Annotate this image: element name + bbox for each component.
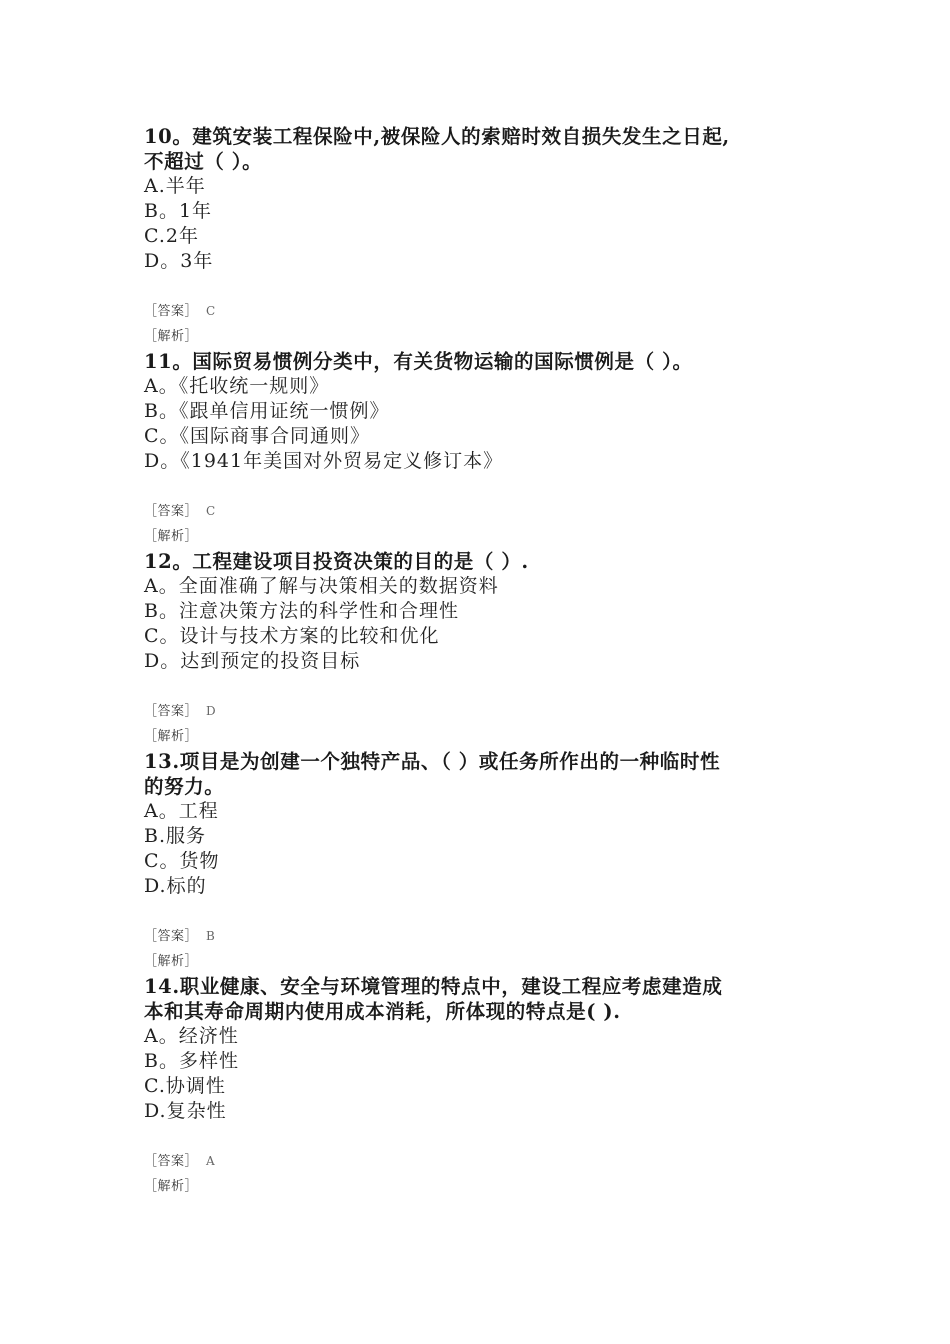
answer-value: D bbox=[206, 704, 217, 718]
question-11 bbox=[144, 349, 824, 549]
answer-line bbox=[144, 299, 824, 324]
answer-line bbox=[144, 499, 824, 524]
option-c: C。货物 bbox=[144, 850, 220, 872]
option-b: B。注意决策方法的科学性和合理性 bbox=[144, 600, 459, 622]
answer-line bbox=[144, 699, 824, 724]
option-b: B.服务 bbox=[144, 825, 207, 847]
analysis-label: ［解析］ bbox=[144, 529, 199, 544]
option-c: C。《国际商事合同通则》 bbox=[144, 425, 371, 447]
option-d: D。达到预定的投资目标 bbox=[144, 650, 361, 672]
question-stem-line: 的努力。 bbox=[144, 775, 225, 798]
option-d: D。《1941年美国对外贸易定义修订本》 bbox=[144, 450, 504, 472]
option-c: C.协调性 bbox=[144, 1075, 226, 1097]
question-stem-line: 10。建筑安装工程保险中,被保险人的索赔时效自损失发生之日起, bbox=[144, 125, 730, 148]
question-list bbox=[144, 124, 824, 1199]
option-a: A。《托收统一规则》 bbox=[144, 375, 330, 397]
answer-value: C bbox=[206, 304, 216, 318]
option-a: A。全面准确了解与决策相关的数据资料 bbox=[144, 575, 499, 597]
option-d: D。3年 bbox=[144, 250, 214, 272]
question-stem-line: 不超过（ ）。 bbox=[144, 150, 263, 173]
question-stem-line: 本和其寿命周期内使用成本消耗，所体现的特点是( ). bbox=[144, 1000, 621, 1023]
answer-label: ［答案］ bbox=[144, 929, 199, 944]
option-c: C。设计与技术方案的比较和优化 bbox=[144, 625, 440, 647]
answer-label: ［答案］ bbox=[144, 504, 199, 519]
answer-line bbox=[144, 1149, 824, 1174]
option-a: A。经济性 bbox=[144, 1025, 239, 1047]
question-14 bbox=[144, 974, 824, 1199]
question-stem-line: 14.职业健康、安全与环境管理的特点中，建设工程应考虑建造成 bbox=[144, 975, 723, 998]
question-stem-line: 11。国际贸易惯例分类中，有关货物运输的国际惯例是（ ）。 bbox=[144, 350, 693, 373]
analysis-label: ［解析］ bbox=[144, 1179, 199, 1194]
analysis-label: ［解析］ bbox=[144, 954, 199, 969]
option-a: A.半年 bbox=[144, 175, 206, 197]
question-10 bbox=[144, 124, 824, 349]
answer-value: C bbox=[206, 504, 216, 518]
answer-label: ［答案］ bbox=[144, 304, 199, 319]
option-a: A。工程 bbox=[144, 800, 219, 822]
question-stem-line: 12。工程建设项目投资决策的目的是（ ）. bbox=[144, 550, 529, 573]
answer-label: ［答案］ bbox=[144, 1154, 199, 1169]
analysis-label: ［解析］ bbox=[144, 329, 199, 344]
question-stem-line: 13.项目是为创建一个独特产品、（ ）或任务所作出的一种临时性 bbox=[144, 750, 721, 773]
option-d: D.标的 bbox=[144, 875, 207, 897]
option-d: D.复杂性 bbox=[144, 1100, 227, 1122]
question-12 bbox=[144, 549, 824, 749]
answer-value: A bbox=[206, 1154, 216, 1168]
answer-label: ［答案］ bbox=[144, 704, 199, 719]
option-b: B。《跟单信用证统一惯例》 bbox=[144, 400, 390, 422]
question-13 bbox=[144, 749, 824, 974]
answer-value: B bbox=[206, 929, 216, 943]
option-b: B。多样性 bbox=[144, 1050, 239, 1072]
answer-line bbox=[144, 924, 824, 949]
option-b: B。1年 bbox=[144, 200, 213, 222]
option-c: C.2年 bbox=[144, 225, 199, 247]
analysis-label: ［解析］ bbox=[144, 729, 199, 744]
